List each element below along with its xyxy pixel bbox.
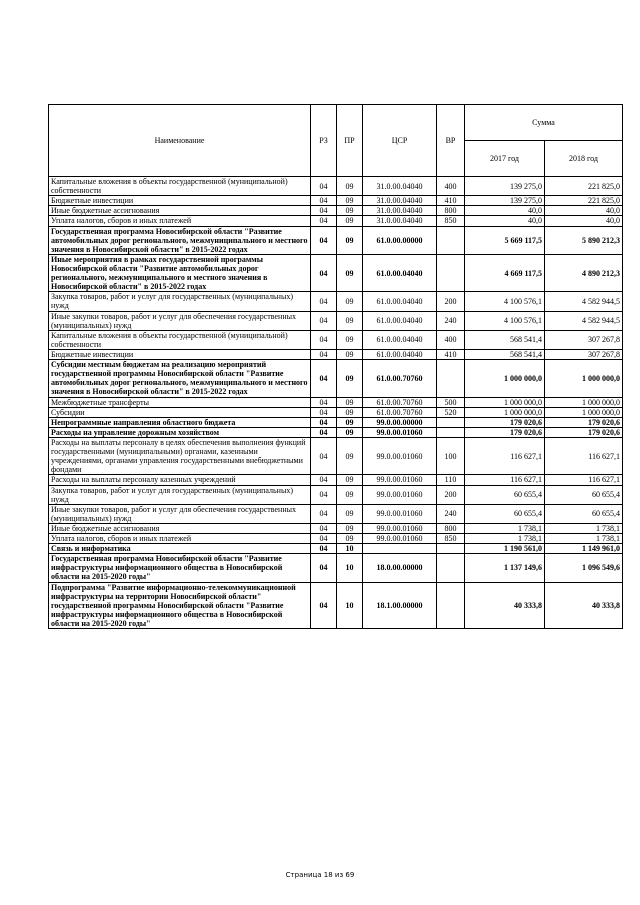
cell-vr: 410 bbox=[437, 349, 465, 359]
cell-vr bbox=[437, 417, 465, 427]
cell-csr: 99.0.00.01060 bbox=[363, 504, 437, 523]
cell-pr: 09 bbox=[337, 196, 363, 206]
cell-vr bbox=[437, 226, 465, 254]
cell-csr bbox=[363, 544, 437, 554]
cell-name: Связь и информатика bbox=[49, 544, 311, 554]
cell-pr: 09 bbox=[337, 177, 363, 196]
cell-rz: 04 bbox=[311, 226, 337, 254]
cell-vr: 200 bbox=[437, 485, 465, 504]
table-row bbox=[49, 292, 623, 311]
cell-csr: 99.0.00.00000 bbox=[363, 417, 437, 427]
cell-name: Закупка товаров, работ и услуг для государственных (муниципальных) нужд bbox=[49, 485, 311, 504]
cell-rz: 04 bbox=[311, 254, 337, 291]
header-name: Наименование bbox=[49, 105, 311, 177]
cell-vr: 800 bbox=[437, 523, 465, 533]
cell-pr: 09 bbox=[337, 417, 363, 427]
cell-sum-2017: 1 000 000,0 bbox=[465, 407, 545, 417]
cell-name: Государственная программа Новосибирской области "Развитие инфраструктуры информационного общества в Новосибирской области на 2015-2020 годы" bbox=[49, 554, 311, 582]
cell-rz: 04 bbox=[311, 523, 337, 533]
table-row bbox=[49, 196, 623, 206]
cell-pr: 09 bbox=[337, 349, 363, 359]
cell-sum-2018: 307 267,8 bbox=[545, 349, 623, 359]
table-row bbox=[49, 417, 623, 427]
cell-pr: 09 bbox=[337, 254, 363, 291]
cell-pr: 09 bbox=[337, 427, 363, 437]
cell-pr: 10 bbox=[337, 582, 363, 629]
cell-sum-2018: 1 738,1 bbox=[545, 523, 623, 533]
cell-sum-2018: 4 890 212,3 bbox=[545, 254, 623, 291]
cell-rz: 04 bbox=[311, 349, 337, 359]
cell-sum-2017: 60 655,4 bbox=[465, 485, 545, 504]
table-row bbox=[49, 360, 623, 397]
cell-csr: 99.0.00.01060 bbox=[363, 475, 437, 485]
cell-name: Межбюджетные трансферты bbox=[49, 397, 311, 407]
cell-rz: 04 bbox=[311, 196, 337, 206]
cell-vr bbox=[437, 554, 465, 582]
cell-sum-2017: 5 669 117,5 bbox=[465, 226, 545, 254]
cell-name: Капитальные вложения в объекты государственной (муниципальной) собственности bbox=[49, 330, 311, 349]
cell-vr bbox=[437, 427, 465, 437]
cell-sum-2017: 1 738,1 bbox=[465, 534, 545, 544]
cell-csr: 99.0.00.01060 bbox=[363, 534, 437, 544]
cell-csr: 99.0.00.01060 bbox=[363, 523, 437, 533]
cell-rz: 04 bbox=[311, 407, 337, 417]
cell-csr: 99.0.00.01060 bbox=[363, 437, 437, 474]
cell-vr: 240 bbox=[437, 504, 465, 523]
header-vr: ВР bbox=[437, 105, 465, 177]
cell-name: Государственная программа Новосибирской области "Развитие автомобильных дорог регионального, межмуниципального и местного значения в Новосибирской области" в 2015-2022 годах bbox=[49, 226, 311, 254]
cell-sum-2017: 4 100 576,1 bbox=[465, 292, 545, 311]
cell-sum-2018: 116 627,1 bbox=[545, 475, 623, 485]
cell-sum-2017: 40,0 bbox=[465, 206, 545, 216]
cell-vr: 400 bbox=[437, 330, 465, 349]
table-row bbox=[49, 311, 623, 330]
cell-rz: 04 bbox=[311, 427, 337, 437]
table-row bbox=[49, 427, 623, 437]
cell-vr: 100 bbox=[437, 437, 465, 474]
cell-rz: 04 bbox=[311, 216, 337, 226]
cell-name: Уплата налогов, сборов и иных платежей bbox=[49, 216, 311, 226]
cell-name: Иные закупки товаров, работ и услуг для обеспечения государственных (муниципальных) нужд bbox=[49, 504, 311, 523]
cell-sum-2018: 5 890 212,3 bbox=[545, 226, 623, 254]
cell-csr: 61.0.00.04040 bbox=[363, 311, 437, 330]
cell-pr: 09 bbox=[337, 534, 363, 544]
cell-name: Расходы на выплаты персоналу в целях обеспечения выполнения функций государственными (муниципальными) органами, казенными учреждениями, органами управления государственными внебюджетными фондами bbox=[49, 437, 311, 474]
cell-vr bbox=[437, 254, 465, 291]
cell-sum-2017: 4 669 117,5 bbox=[465, 254, 545, 291]
cell-sum-2018: 40,0 bbox=[545, 206, 623, 216]
cell-pr: 09 bbox=[337, 311, 363, 330]
cell-csr: 61.0.00.70760 bbox=[363, 360, 437, 397]
table-row bbox=[49, 475, 623, 485]
cell-csr: 18.1.00.00000 bbox=[363, 582, 437, 629]
cell-pr: 10 bbox=[337, 554, 363, 582]
cell-sum-2018: 4 582 944,5 bbox=[545, 292, 623, 311]
cell-csr: 61.0.00.04040 bbox=[363, 349, 437, 359]
cell-sum-2017: 179 020,6 bbox=[465, 417, 545, 427]
cell-sum-2018: 221 825,0 bbox=[545, 177, 623, 196]
table-row bbox=[49, 523, 623, 533]
cell-vr: 240 bbox=[437, 311, 465, 330]
cell-pr: 09 bbox=[337, 226, 363, 254]
cell-rz: 04 bbox=[311, 360, 337, 397]
cell-csr: 61.0.00.04040 bbox=[363, 330, 437, 349]
table-row bbox=[49, 216, 623, 226]
cell-sum-2017: 568 541,4 bbox=[465, 330, 545, 349]
table-row bbox=[49, 330, 623, 349]
cell-rz: 04 bbox=[311, 437, 337, 474]
cell-sum-2017: 40,0 bbox=[465, 216, 545, 226]
cell-pr: 09 bbox=[337, 360, 363, 397]
header-sum: Сумма bbox=[465, 105, 623, 141]
cell-csr: 99.0.00.01060 bbox=[363, 427, 437, 437]
cell-sum-2017: 139 275,0 bbox=[465, 177, 545, 196]
cell-name: Иные бюджетные ассигнования bbox=[49, 206, 311, 216]
table-row bbox=[49, 226, 623, 254]
table-row bbox=[49, 437, 623, 474]
cell-vr bbox=[437, 360, 465, 397]
cell-rz: 04 bbox=[311, 292, 337, 311]
cell-sum-2018: 307 267,8 bbox=[545, 330, 623, 349]
cell-csr: 61.0.00.70760 bbox=[363, 407, 437, 417]
cell-pr: 09 bbox=[337, 397, 363, 407]
table-row bbox=[49, 407, 623, 417]
table-row bbox=[49, 554, 623, 582]
table-row bbox=[49, 544, 623, 554]
cell-sum-2017: 60 655,4 bbox=[465, 504, 545, 523]
cell-csr: 61.0.00.04040 bbox=[363, 254, 437, 291]
table-row bbox=[49, 206, 623, 216]
cell-name: Бюджетные инвестиции bbox=[49, 349, 311, 359]
cell-sum-2017: 4 100 576,1 bbox=[465, 311, 545, 330]
cell-rz: 04 bbox=[311, 554, 337, 582]
cell-sum-2018: 1 000 000,0 bbox=[545, 360, 623, 397]
cell-sum-2017: 116 627,1 bbox=[465, 437, 545, 474]
cell-name: Иные закупки товаров, работ и услуг для обеспечения государственных (муниципальных) нужд bbox=[49, 311, 311, 330]
page-number: Страница 18 из 69 bbox=[285, 871, 355, 879]
cell-vr: 500 bbox=[437, 397, 465, 407]
cell-csr: 31.0.00.04040 bbox=[363, 177, 437, 196]
cell-name: Расходы на управление дорожным хозяйством bbox=[49, 427, 311, 437]
cell-vr: 800 bbox=[437, 206, 465, 216]
header-rz: РЗ bbox=[311, 105, 337, 177]
cell-sum-2017: 139 275,0 bbox=[465, 196, 545, 206]
table-body bbox=[49, 177, 623, 629]
cell-sum-2017: 1 000 000,0 bbox=[465, 397, 545, 407]
cell-pr: 09 bbox=[337, 437, 363, 474]
cell-csr: 31.0.00.04040 bbox=[363, 206, 437, 216]
cell-pr: 09 bbox=[337, 475, 363, 485]
cell-sum-2018: 60 655,4 bbox=[545, 504, 623, 523]
cell-sum-2017: 179 020,6 bbox=[465, 427, 545, 437]
cell-sum-2018: 40,0 bbox=[545, 216, 623, 226]
cell-sum-2018: 1 149 961,0 bbox=[545, 544, 623, 554]
cell-csr: 99.0.00.01060 bbox=[363, 485, 437, 504]
cell-pr: 09 bbox=[337, 485, 363, 504]
cell-rz: 04 bbox=[311, 485, 337, 504]
cell-name: Уплата налогов, сборов и иных платежей bbox=[49, 534, 311, 544]
cell-csr: 61.0.00.00000 bbox=[363, 226, 437, 254]
cell-sum-2017: 1 000 000,0 bbox=[465, 360, 545, 397]
cell-pr: 09 bbox=[337, 216, 363, 226]
cell-sum-2018: 221 825,0 bbox=[545, 196, 623, 206]
cell-pr: 09 bbox=[337, 504, 363, 523]
cell-vr bbox=[437, 582, 465, 629]
cell-rz: 04 bbox=[311, 504, 337, 523]
cell-vr: 850 bbox=[437, 216, 465, 226]
header-year-2017: 2017 год bbox=[465, 141, 545, 177]
cell-pr: 09 bbox=[337, 407, 363, 417]
cell-pr: 09 bbox=[337, 292, 363, 311]
cell-sum-2017: 1 137 149,6 bbox=[465, 554, 545, 582]
cell-rz: 04 bbox=[311, 582, 337, 629]
cell-name: Подпрограмма "Развитие информационно-телекоммуникационной инфраструктуры на территории Новосибирской области" государственной программы Новосибирской области "Развитие инфраструктуры информационного общества в Новосибирской области на 2015-2020 годы" bbox=[49, 582, 311, 629]
cell-sum-2018: 1 738,1 bbox=[545, 534, 623, 544]
cell-sum-2018: 1 000 000,0 bbox=[545, 397, 623, 407]
cell-name: Субсидии местным бюджетам на реализацию мероприятий государственной программы Новосибирской области "Развитие автомобильных дорог регионального, межмуниципального и местного значения в Новосибирской области" в 2015-2022 годах bbox=[49, 360, 311, 397]
cell-sum-2018: 40 333,8 bbox=[545, 582, 623, 629]
cell-sum-2017: 1 190 561,0 bbox=[465, 544, 545, 554]
cell-name: Капитальные вложения в объекты государственной (муниципальной) собственности bbox=[49, 177, 311, 196]
cell-csr: 61.0.00.04040 bbox=[363, 292, 437, 311]
cell-rz: 04 bbox=[311, 534, 337, 544]
cell-sum-2018: 1 000 000,0 bbox=[545, 407, 623, 417]
cell-pr: 09 bbox=[337, 206, 363, 216]
cell-sum-2018: 1 096 549,6 bbox=[545, 554, 623, 582]
cell-vr: 400 bbox=[437, 177, 465, 196]
cell-rz: 04 bbox=[311, 397, 337, 407]
table-row bbox=[49, 177, 623, 196]
cell-name: Расходы на выплаты персоналу казенных учреждений bbox=[49, 475, 311, 485]
cell-vr: 520 bbox=[437, 407, 465, 417]
cell-csr: 18.0.00.00000 bbox=[363, 554, 437, 582]
cell-vr: 850 bbox=[437, 534, 465, 544]
cell-sum-2017: 1 738,1 bbox=[465, 523, 545, 533]
table-row bbox=[49, 485, 623, 504]
cell-csr: 61.0.00.70760 bbox=[363, 397, 437, 407]
header-pr: ПР bbox=[337, 105, 363, 177]
cell-rz: 04 bbox=[311, 475, 337, 485]
cell-sum-2018: 179 020,6 bbox=[545, 427, 623, 437]
cell-vr: 110 bbox=[437, 475, 465, 485]
cell-sum-2018: 60 655,4 bbox=[545, 485, 623, 504]
cell-name: Закупка товаров, работ и услуг для государственных (муниципальных) нужд bbox=[49, 292, 311, 311]
cell-rz: 04 bbox=[311, 330, 337, 349]
cell-csr: 31.0.00.04040 bbox=[363, 196, 437, 206]
cell-name: Бюджетные инвестиции bbox=[49, 196, 311, 206]
cell-sum-2018: 116 627,1 bbox=[545, 437, 623, 474]
header-csr: ЦСР bbox=[363, 105, 437, 177]
budget-table bbox=[48, 104, 623, 629]
cell-rz: 04 bbox=[311, 177, 337, 196]
table-row bbox=[49, 582, 623, 629]
cell-sum-2018: 179 020,6 bbox=[545, 417, 623, 427]
table-row bbox=[49, 534, 623, 544]
cell-pr: 09 bbox=[337, 330, 363, 349]
cell-name: Иные мероприятия в рамках государственной программы Новосибирской области "Развитие автомобильных дорог регионального, межмуниципального и местного значения в Новосибирской области" в 2015-2022 годах bbox=[49, 254, 311, 291]
cell-sum-2017: 40 333,8 bbox=[465, 582, 545, 629]
cell-pr: 09 bbox=[337, 523, 363, 533]
cell-rz: 04 bbox=[311, 206, 337, 216]
cell-vr bbox=[437, 544, 465, 554]
cell-sum-2017: 568 541,4 bbox=[465, 349, 545, 359]
cell-rz: 04 bbox=[311, 311, 337, 330]
cell-rz: 04 bbox=[311, 544, 337, 554]
table-row bbox=[49, 349, 623, 359]
cell-rz: 04 bbox=[311, 417, 337, 427]
table-row bbox=[49, 254, 623, 291]
cell-sum-2017: 116 627,1 bbox=[465, 475, 545, 485]
cell-csr: 31.0.00.04040 bbox=[363, 216, 437, 226]
cell-vr: 410 bbox=[437, 196, 465, 206]
cell-sum-2018: 4 582 944,5 bbox=[545, 311, 623, 330]
cell-name: Непрограммные направления областного бюджета bbox=[49, 417, 311, 427]
cell-name: Иные бюджетные ассигнования bbox=[49, 523, 311, 533]
cell-name: Субсидии bbox=[49, 407, 311, 417]
header-year-2018: 2018 год bbox=[545, 141, 623, 177]
cell-vr: 200 bbox=[437, 292, 465, 311]
table-row bbox=[49, 504, 623, 523]
table-row bbox=[49, 397, 623, 407]
cell-pr: 10 bbox=[337, 544, 363, 554]
